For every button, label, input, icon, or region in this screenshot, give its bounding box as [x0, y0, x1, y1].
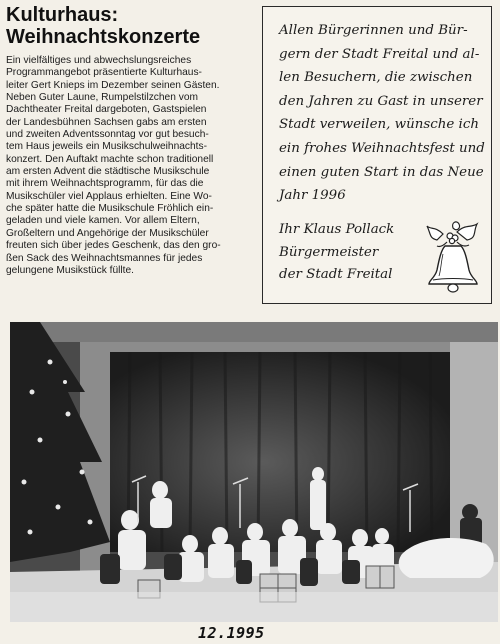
greeting-line: Stadt verweilen, wünsche ich — [279, 117, 479, 133]
greeting-line: Jahr 1996 — [279, 188, 346, 204]
body-line: leiter Gert Knieps im Dezember seinen Gästen. — [6, 79, 220, 91]
body-line: freuten sich über jedes Geschenk, das den gro- — [6, 240, 221, 252]
greeting-line: ein frohes Weihnachtsfest und — [279, 140, 485, 156]
body-line: Ein vielfältiges und abwechslungsreiches — [6, 55, 192, 66]
handwritten-date: 12.1995 — [198, 624, 265, 642]
body-line: gelungene Musikstück füllte. — [6, 264, 134, 276]
concert-photo — [10, 322, 498, 622]
greeting-line: den Jahren zu Gast in unserer — [279, 93, 483, 109]
article-headline — [6, 4, 256, 48]
greeting-signature — [279, 219, 439, 287]
headline-line-1: Kulturhaus: — [6, 4, 119, 26]
body-line: Dachtheater Freital dargeboten, Gastspielen — [6, 104, 207, 116]
mayor-greeting-box — [262, 6, 492, 304]
body-line: che später hatte die Musikschule Fröhlich ein- — [6, 203, 214, 215]
greeting-line: len Besuchern, die zwischen — [279, 70, 473, 86]
body-line: Großeltern und Angehörige der Musikschüler — [6, 227, 209, 239]
body-line: konzert. Den Auftakt machte schon traditionell — [6, 153, 214, 165]
body-line: der Landesbühnen Sachsen gabs am ersten — [6, 116, 207, 128]
body-line: tem Haus jeweils ein Musikschulweihnachts- — [6, 141, 207, 153]
body-line: und zweiten Adventssonntag vor gut besuch- — [6, 129, 209, 141]
body-line: Programmangebot präsentierte Kulturhaus- — [6, 67, 202, 79]
signature-city: der Stadt Freital — [279, 267, 393, 282]
body-line: ßen Sack des Weihnachtsmannes für jedes — [6, 252, 203, 264]
body-line: geladen und viele kamen. Vor allem Eltern, — [6, 215, 200, 227]
article-body — [6, 55, 253, 277]
greeting-line: einen guten Start in das Neue — [279, 164, 484, 180]
concert-photo-image — [10, 322, 498, 622]
greeting-line: gern der Stadt Freital und al- — [279, 46, 480, 62]
christmas-bell-icon — [423, 220, 485, 294]
signature-title: Bürgermeister — [279, 244, 379, 260]
body-line: Neben Guter Laune, Rumpelstilzchen vom — [6, 92, 198, 104]
greeting-text — [279, 19, 489, 208]
signature-name: Ihr Klaus Pollack — [279, 222, 395, 237]
body-line: Musikschüler viel Applaus erhielten. Eine Wo- — [6, 190, 212, 202]
body-line: mit ihrem Weihnachtsprogramm, für das die — [6, 178, 204, 190]
body-line: am ersten Advent die städtische Musikschule — [6, 166, 210, 178]
headline-line-2: Weihnachtskonzerte — [6, 26, 201, 48]
greeting-line: Allen Bürgerinnen und Bür- — [279, 23, 468, 38]
